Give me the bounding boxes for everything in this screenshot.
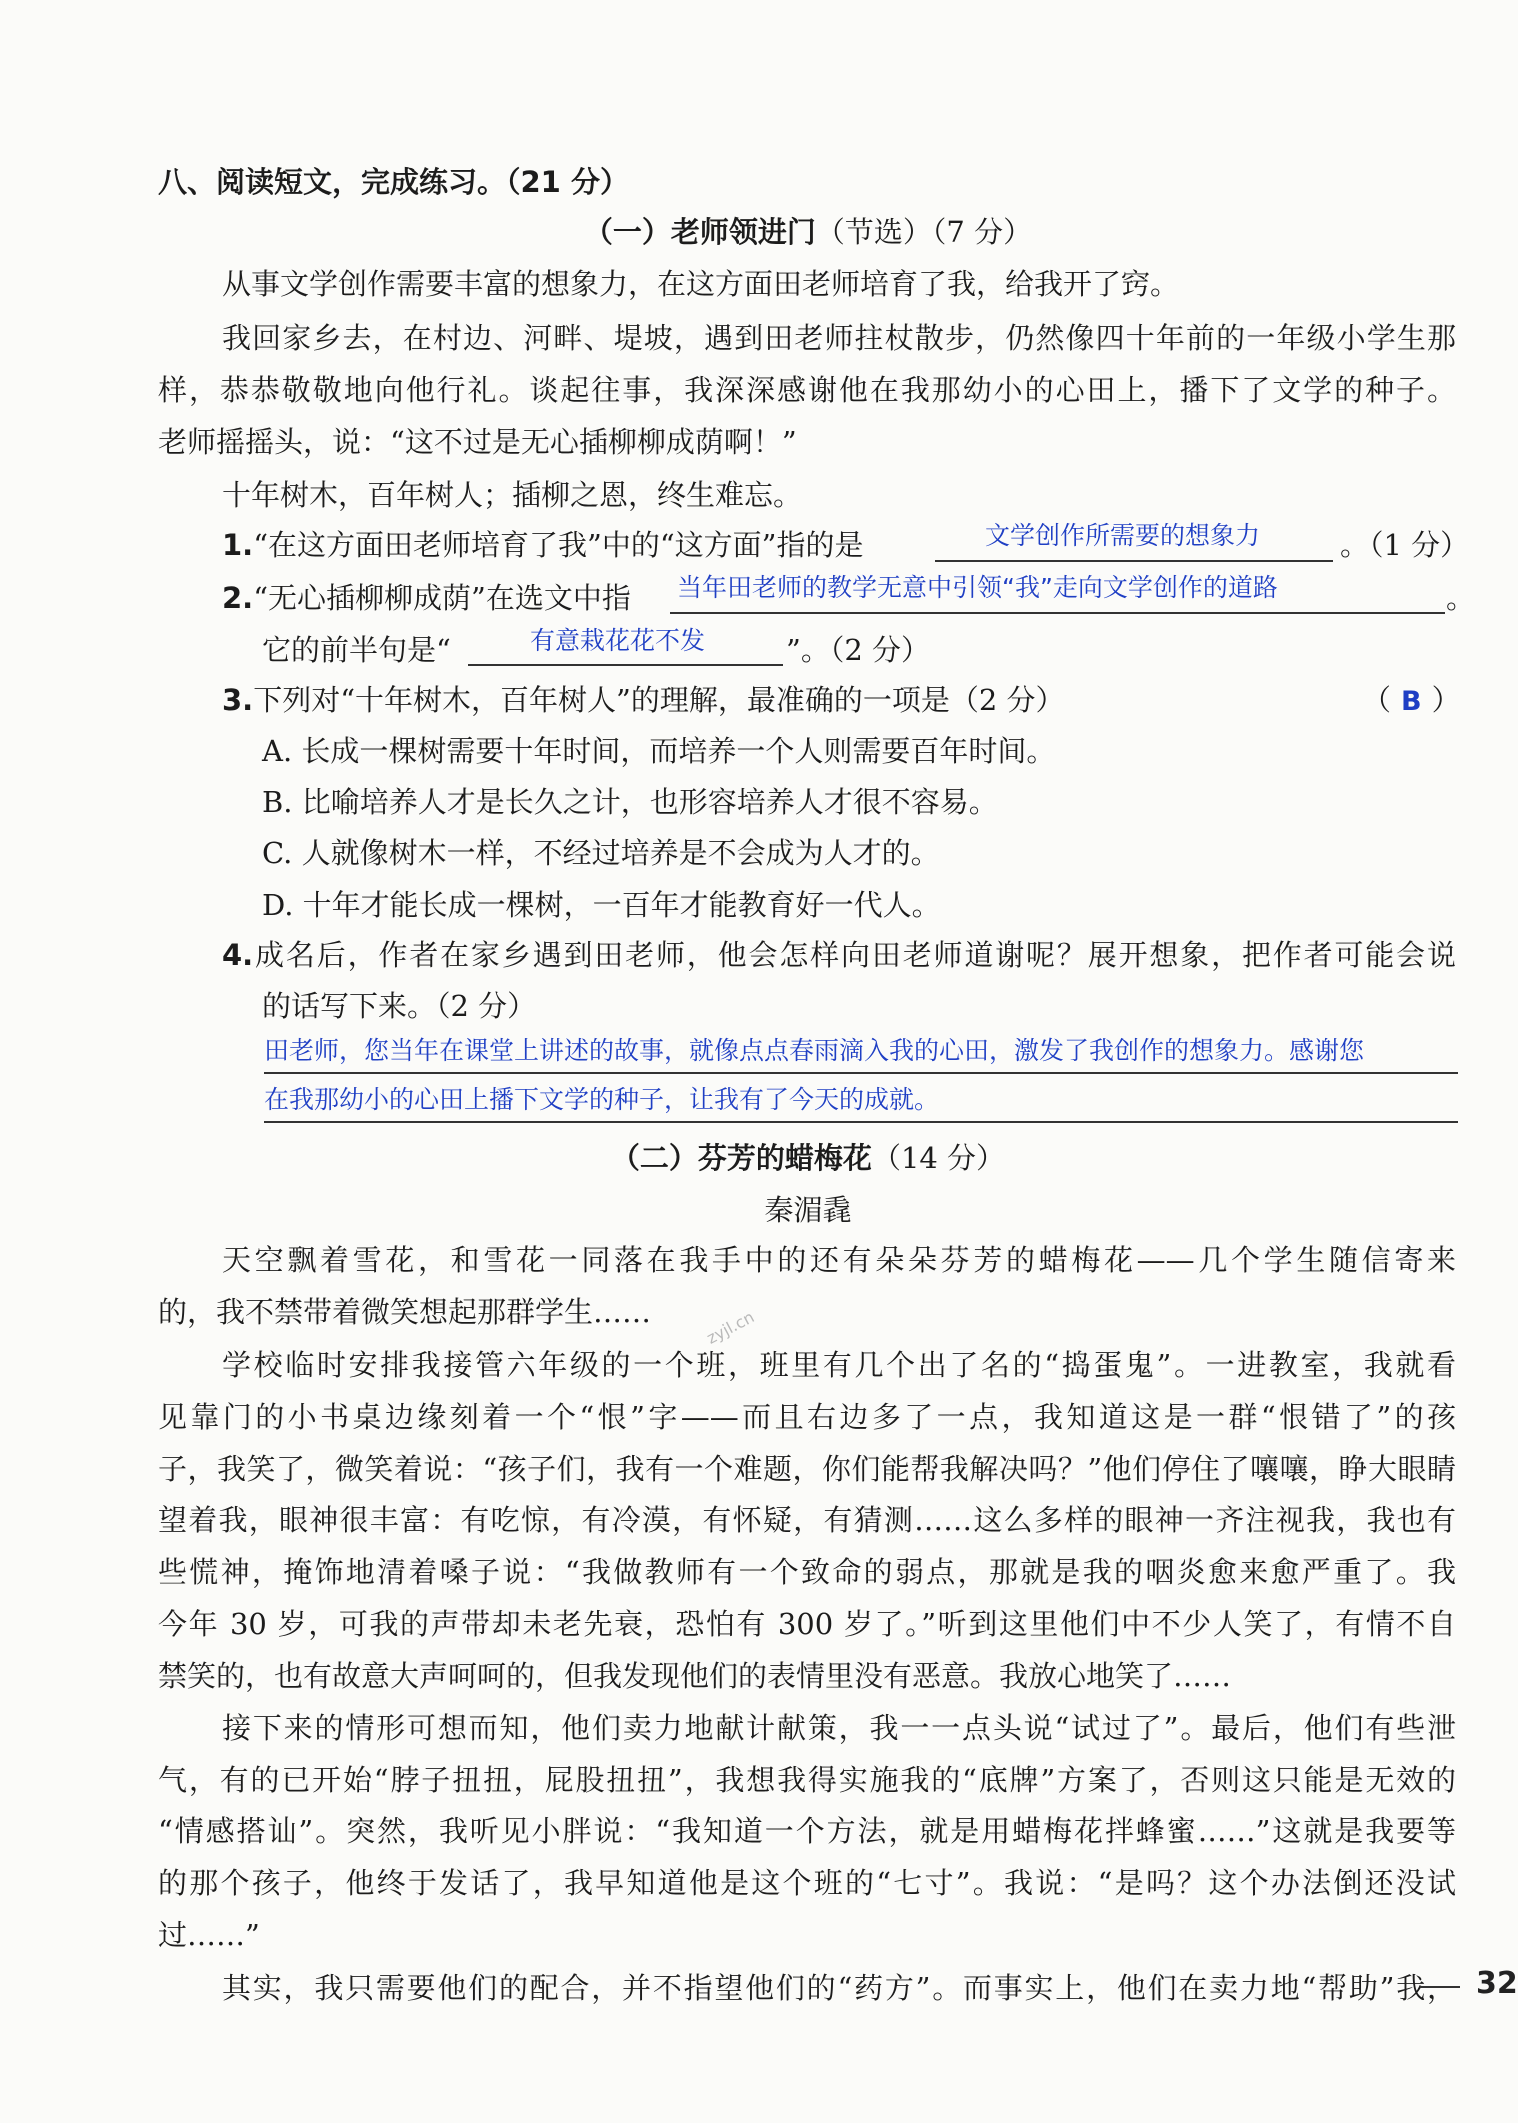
passage2-line: 今年 30 岁，可我的声带却未老先衰，恐怕有 300 岁了。”听到这里他们中不少人笑了，有情不自 (158, 1607, 1456, 1641)
answer-blank-1[interactable] (935, 560, 1333, 562)
passage2-line: 过……” (158, 1918, 260, 1952)
question-2-line2: 它的前半句是“ (262, 633, 451, 667)
passage2-title-main: （二）芬芳的蜡梅花 (610, 1141, 872, 1175)
question-text: “在这方面田老师培育了我”中的“这方面”指的是 (253, 528, 864, 562)
answer-1: 文学创作所需要的想象力 (985, 521, 1261, 550)
passage2-title (158, 1138, 1458, 1178)
option-a: A. 长成一棵树需要十年时间，而培养一个人则需要百年时间。 (262, 734, 1056, 768)
passage1-paragraph: 老师摇摇头，说：“这不过是无心插柳柳成荫啊！” (158, 425, 797, 459)
answer-4-line2: 在我那幼小的心田上播下文学的种子，让我有了今天的成就。 (264, 1085, 940, 1114)
passage2-line: 的，我不禁带着微笑想起那群学生…… (158, 1295, 652, 1329)
question-text: 下列对“十年树木，百年树人”的理解，最准确的一项是（2 分） (253, 683, 1065, 717)
passage2-line: 见靠门的小书桌边缘刻着一个“恨”字——而且右边多了一点，我知道这是一群“恨错了”的孩 (158, 1400, 1456, 1434)
passage1-title (158, 212, 1458, 252)
passage2-line: 气，有的已开始“脖子扭扭，屁股扭扭”，我想我得实施我的“底牌”方案了，否则这只能是无效的 (158, 1763, 1456, 1797)
question-number: 1. (222, 528, 254, 562)
answer-line-4b[interactable] (264, 1121, 1458, 1123)
passage1-title-main: （一）老师领进门 (583, 215, 816, 249)
answer-blank-2b[interactable] (468, 664, 783, 666)
answer-3: B (1401, 686, 1422, 717)
answer-2b: 有意栽花花不发 (530, 626, 706, 655)
passage2-line: 禁笑的，也有故意大声呵呵的，但我发现他们的表情里没有恶意。我放心地笑了…… (158, 1659, 1232, 1693)
answer-4-line1: 田老师，您当年在课堂上讲述的故事，就像点点春雨滴入我的心田，激发了我创作的想象力。感谢您 (264, 1036, 1365, 1065)
option-d: D. 十年才能长成一棵树，一百年才能教育好一代人。 (262, 888, 941, 922)
passage2-line: 天空飘着雪花，和雪花一同落在我手中的还有朵朵芬芳的蜡梅花——几个学生随信寄来 (222, 1243, 1456, 1277)
question-period: 。 (1446, 581, 1476, 615)
page-number-dash (1420, 1986, 1460, 1988)
answer-paren (1362, 680, 1461, 720)
passage2-line: 些慌神，掩饰地清着嗓子说：“我做教师有一个致命的弱点，那就是我的咽炎愈来愈严重了。我 (158, 1555, 1456, 1589)
passage1-title-note: （节选）（7 分） (815, 215, 1033, 249)
passage1-paragraph: 十年树木，百年树人；插柳之恩，终生难忘。 (222, 478, 803, 512)
question-text: “无心插柳柳成荫”在选文中指 (253, 581, 631, 615)
question-2 (222, 578, 631, 618)
question-text: 成名后，作者在家乡遇到田老师，他会怎样向田老师道谢呢？展开想象，把作者可能会说 (253, 938, 1456, 972)
passage1-paragraph: 我回家乡去，在村边、河畔、堤坡，遇到田老师拄杖散步，仍然像四十年前的一年级小学生那 (222, 321, 1456, 355)
option-c: C. 人就像树木一样，不经过培养是不会成为人才的。 (262, 836, 940, 870)
passage2-line: “情感搭讪”。突然，我听见小胖说：“我知道一个方法，就是用蜡梅花拌蜂蜜……”这就是我要等 (158, 1814, 1456, 1848)
passage2-line: 望着我，眼神很丰富：有吃惊，有冷漠，有怀疑，有猜测……这么多样的眼神一齐注视我，我也有 (158, 1503, 1456, 1537)
passage2-line: 其实，我只需要他们的配合，并不指望他们的“药方”。而事实上，他们在卖力地“帮助”我， (222, 1971, 1456, 2005)
question-score: 。（1 分） (1340, 528, 1470, 562)
section-title: 八、阅读短文，完成练习。（21 分） (158, 165, 629, 199)
page-number: 32 (1476, 1966, 1518, 2001)
question-3 (222, 680, 1065, 720)
paren-close: ） (1431, 683, 1461, 717)
paren-open: （ (1362, 683, 1392, 717)
passage2-title-note: （14 分） (871, 1141, 1006, 1175)
question-number: 3. (222, 683, 254, 717)
watermark: zyjl.cn (703, 1307, 758, 1348)
answer-blank-2a[interactable] (670, 612, 1445, 614)
option-b: B. 比喻培养人才是长久之计，也形容培养人才很不容易。 (262, 785, 998, 819)
passage2-line: 子，我笑了，微笑着说：“孩子们，我有一个难题，你们能帮我解决吗？”他们停住了嚷嚷，睁大眼睛 (158, 1452, 1456, 1486)
answer-2a: 当年田老师的教学无意中引领“我”走向文学创作的道路 (677, 573, 1278, 602)
question-number: 4. (222, 938, 254, 972)
passage2-author: 秦湄毳 (764, 1193, 852, 1227)
passage1-paragraph: 样，恭恭敬敬地向他行礼。谈起往事，我深深感谢他在我那幼小的心田上，播下了文学的种子。 (158, 373, 1456, 407)
answer-line-4a[interactable] (264, 1072, 1458, 1074)
question-1 (222, 525, 864, 565)
passage2-line: 的那个孩子，他终于发话了，我早知道他是这个班的“七寸”。我说：“是吗？这个办法倒还没试 (158, 1866, 1456, 1900)
passage2-line: 接下来的情形可想而知，他们卖力地献计献策，我一一点头说“试过了”。最后，他们有些泄 (222, 1711, 1456, 1745)
question-number: 2. (222, 581, 254, 615)
question-4 (222, 935, 1456, 975)
question-4-line2: 的话写下来。（2 分） (262, 989, 537, 1023)
passage2-line: 学校临时安排我接管六年级的一个班，班里有几个出了名的“捣蛋鬼”。一进教室，我就看 (222, 1348, 1456, 1382)
passage1-paragraph: 从事文学创作需要丰富的想象力，在这方面田老师培育了我，给我开了窍。 (222, 267, 1180, 301)
question-score: ”。（2 分） (786, 633, 930, 667)
